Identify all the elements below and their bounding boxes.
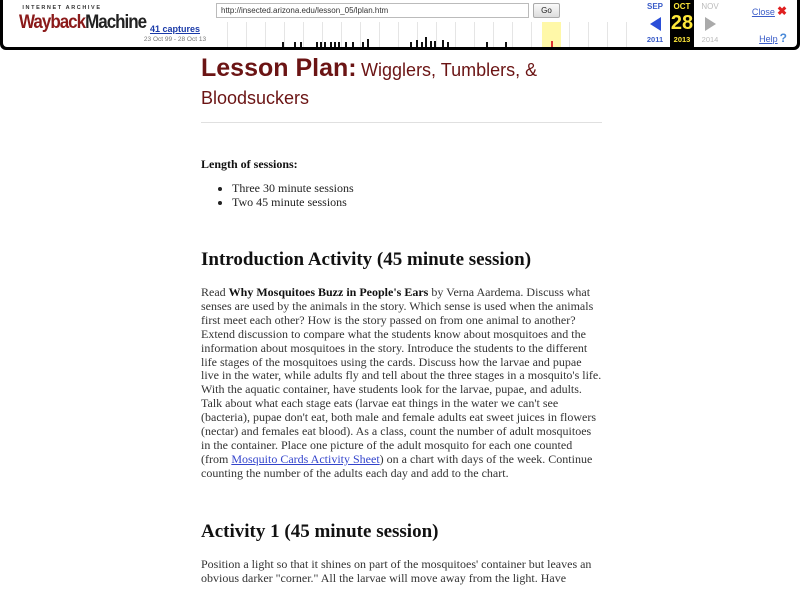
year-gridline xyxy=(436,22,437,47)
year-gridline xyxy=(246,22,247,47)
next-arrow-wrap xyxy=(695,12,725,34)
capture-bar xyxy=(442,40,444,47)
sessions-length-label: Length of sessions: xyxy=(201,157,298,171)
page-title xyxy=(201,55,602,113)
toolbar-links xyxy=(743,0,787,47)
capture-bar xyxy=(320,42,322,47)
capture-bar xyxy=(324,42,326,47)
year-gridline xyxy=(531,22,532,47)
year-gridline xyxy=(493,22,494,47)
captures-link[interactable]: 41 captures xyxy=(149,24,201,34)
next-year: 2014 xyxy=(701,35,719,44)
previous-capture[interactable] xyxy=(641,0,669,47)
year-gridline xyxy=(284,22,285,47)
close-icon[interactable]: ✖ xyxy=(776,4,787,18)
page-title-lead: Lesson Plan: xyxy=(201,54,357,82)
wayback-machine-wordmark: WaybackMachine xyxy=(19,10,147,33)
capture-bar xyxy=(352,42,354,47)
capture-bar xyxy=(316,42,318,47)
year-gridline xyxy=(455,22,456,47)
next-capture xyxy=(695,0,725,47)
para-text: Read xyxy=(201,285,229,299)
capture-bar xyxy=(294,42,296,47)
capture-timeline[interactable] xyxy=(217,22,640,47)
year-gridline xyxy=(265,22,266,47)
current-day: 28 xyxy=(670,12,694,34)
wayback-logo[interactable] xyxy=(19,5,147,41)
capture-bar xyxy=(338,42,340,47)
year-gridline xyxy=(379,22,380,47)
book-title: Why Mosquitoes Buzz in People's Ears xyxy=(228,285,429,299)
year-gridline xyxy=(474,22,475,47)
current-capture xyxy=(670,0,694,47)
page-title-sub: Wigglers, Tumblers, & Bloodsuckers xyxy=(201,60,538,108)
year-gridline xyxy=(512,22,513,47)
internet-archive-label: INTERNET ARCHIVE xyxy=(22,5,102,11)
capture-bar xyxy=(447,42,449,47)
year-gridline xyxy=(341,22,342,47)
arrow-right-icon xyxy=(705,17,716,31)
wayback-toolbar xyxy=(0,0,800,50)
close-button[interactable] xyxy=(752,4,787,18)
capture-bar xyxy=(425,37,427,47)
para-text: by Verna Aardema. Discuss what senses are used by the animals in the story. Which sense is used when the animals first meet each other? How is the story passed on from one animal to another? Extend discussion to compare what the students know about mosquitoes and the information about mosquitoes in the story. Introduce the students to the different life stages of the mosquitoes using the cards. Discuss how the larvae and pupae live in the water, while adults fly and tell about the three stages in a mosquito's life. With the aquatic container, have students look for the larvae, pupae, and adults. Talk about what each stage eats (larvae eat things in the water we can't see (bacteria), pupae don't eat, both male and female adults eat sweet juices in flowers (nectar) and females eat blood). As a class, count the number of adult mosquitoes in the container. Place one picture of the adult mosquito for each one counted (from xyxy=(201,285,602,466)
help-button[interactable] xyxy=(759,31,787,45)
para-text: ) on a chart with days of the week. Continue counting the number of the adults each day and add to the chart. xyxy=(201,451,593,480)
capture-bar xyxy=(486,42,488,47)
year-gridline xyxy=(303,22,304,47)
url-input[interactable]: http://insected.arizona.edu/lesson_05/lplan.htm xyxy=(216,3,529,18)
sessions-list xyxy=(232,181,602,209)
capture-bar xyxy=(330,42,332,47)
year-gridline xyxy=(569,22,570,47)
wayback-toolbar-inner xyxy=(3,0,797,47)
list-item: • Three 30 minute sessions xyxy=(232,181,602,195)
title-divider xyxy=(201,122,602,123)
prev-arrow-wrap xyxy=(641,12,669,34)
current-month: OCT xyxy=(673,2,691,11)
year-gridline xyxy=(607,22,608,47)
current-year: 2013 xyxy=(673,35,691,44)
intro-activity-heading: Introduction Activity (45 minute session) xyxy=(201,249,532,270)
year-gridline xyxy=(398,22,399,47)
capture-bar xyxy=(421,42,423,47)
year-gridline xyxy=(626,22,627,47)
go-button[interactable]: Go xyxy=(533,3,560,18)
capture-bar xyxy=(416,40,418,47)
prev-year[interactable]: 2011 xyxy=(646,35,664,44)
capture-bar xyxy=(505,42,507,47)
current-capture-bar xyxy=(551,41,553,47)
list-item: • Two 45 minute sessions xyxy=(232,195,602,209)
captures-date-range: 23 Oct 99 - 28 Oct 13 xyxy=(143,36,207,43)
prev-month[interactable]: SEP xyxy=(646,2,663,11)
capture-bar xyxy=(282,42,284,47)
capture-bar xyxy=(345,42,347,47)
capture-bar xyxy=(410,42,412,47)
activity-1-paragraph: Position a light so that it shines on part of the mosquitoes' container but leaves an obvious darker "corner." All the larvae will move away from the light. Have xyxy=(201,556,592,585)
activity-1-heading: Activity 1 (45 minute session) xyxy=(201,520,439,542)
capture-calendar xyxy=(641,0,751,47)
year-gridline xyxy=(588,22,589,47)
year-gridline xyxy=(227,22,228,47)
arrow-left-icon[interactable] xyxy=(650,17,661,31)
year-gridline xyxy=(322,22,323,47)
capture-bar xyxy=(300,42,302,47)
capture-bar xyxy=(362,42,364,47)
lesson-page xyxy=(201,50,602,586)
intro-activity-paragraph xyxy=(201,286,602,481)
close-label[interactable]: Close xyxy=(751,7,775,17)
capture-bar xyxy=(367,39,369,47)
help-icon[interactable]: ? xyxy=(779,31,787,45)
capture-bar xyxy=(334,42,336,47)
capture-bar xyxy=(434,41,436,47)
captures-info xyxy=(135,24,215,43)
year-gridline xyxy=(360,22,361,47)
help-label[interactable]: Help xyxy=(759,34,778,44)
next-month: NOV xyxy=(701,2,719,11)
capture-bar xyxy=(430,41,432,47)
mosquito-cards-link[interactable]: Mosquito Cards Activity Sheet xyxy=(231,451,380,466)
